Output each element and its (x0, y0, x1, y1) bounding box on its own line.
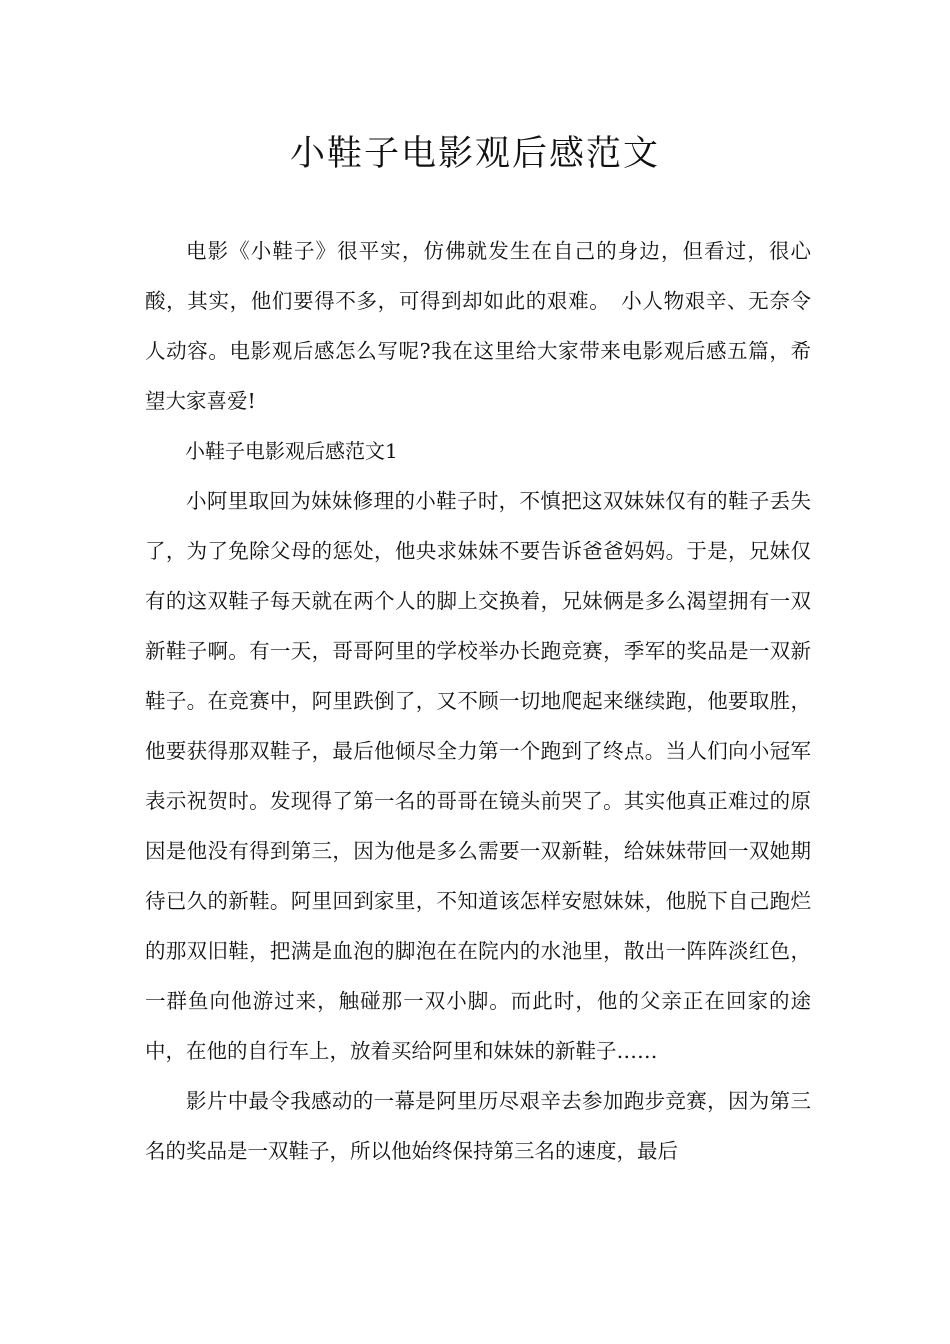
intro-paragraph: 电影《小鞋子》很平实，仿佛就发生在自己的身边，但看过，很心酸，其实，他们要得不多，可得到却如此的艰难。 小人物艰辛、无奈令人动容。电影观后感怎么写呢?我在这里给大家带来电影观后感五篇，希望大家喜爱! (145, 239, 811, 413)
closing-paragraph: 影片中最令我感动的一幕是阿里历尽艰辛去参加跑步竞赛，因为第三名的奖品是一双鞋子，所以他始终保持第三名的速度，最后 (145, 1089, 811, 1163)
section-heading: 小鞋子电影观后感范文1 (185, 439, 398, 463)
document-title: 小鞋子电影观后感范文 (289, 134, 660, 174)
story-paragraph: 小阿里取回为妹妹修理的小鞋子时，不慎把这双妹妹仅有的鞋子丢失了，为了免除父母的惩处，他央求妹妹不要告诉爸爸妈妈。于是，兄妹仅有的这双鞋子每天就在两个人的脚上交换着，兄妹俩是多么渴望拥有一双新鞋子啊。有一天，哥哥阿里的学校举办长跑竞赛，季军的奖品是一双新鞋子。在竞赛中，阿里跌倒了，又不顾一切地爬起来继续跑，他要取胜，他要获得那双鞋子，最后他倾尽全力第一个跑到了终点。当人们向小冠军表示祝贺时。发现得了第一名的哥哥在镜头前哭了。其实他真正难过的原因是他没有得到第三，因为他是多么需要一双新鞋，给妹妹带回一双她期待已久的新鞋。阿里回到家里，不知道该怎样安慰妹妹，他脱下自己跑烂的那双旧鞋，把满是血泡的脚泡在在院内的水池里，散出一阵阵淡红色，一群鱼向他游过来，触碰那一双小脚。而此时，他的父亲正在回家的途中，在他的自行车上，放着买给阿里和妹妹的新鞋子…… (145, 489, 811, 1063)
document-body (145, 226, 811, 1176)
